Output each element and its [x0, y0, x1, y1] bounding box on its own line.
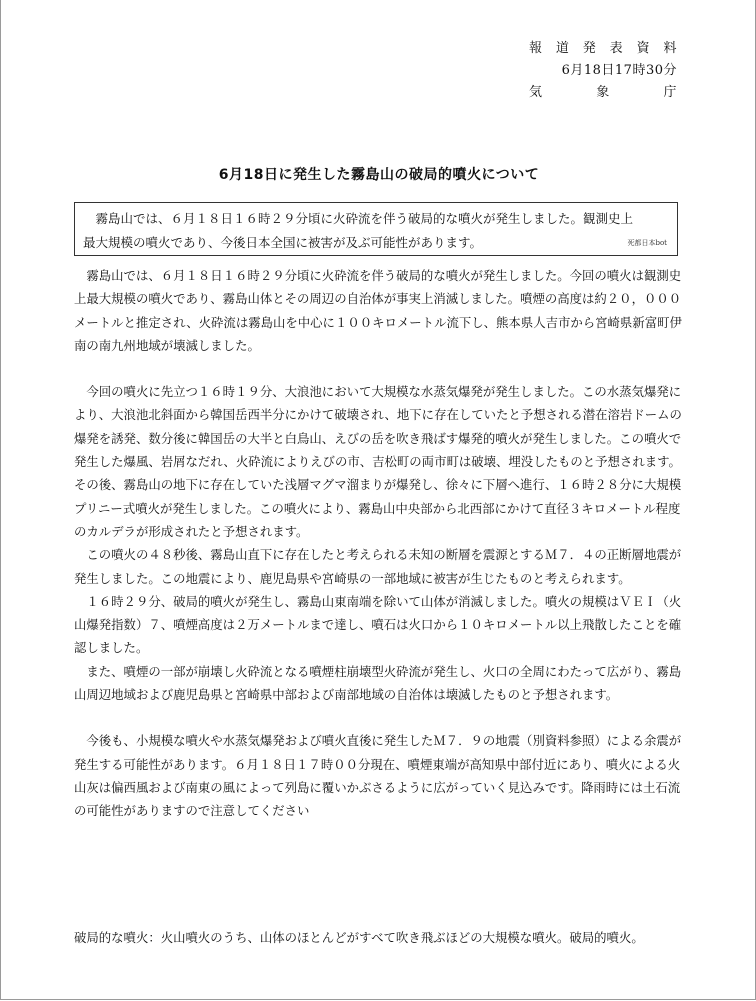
paragraph-precursor: 今回の噴火に先立つ１６時１９分、大浪池において大規模な水蒸気爆発が発生しました。この水蒸気爆発により、大浪池北斜面から韓国岳西半分にかけて破壊され、地下に存在していたと予想される潜在溶岩ドームの爆発を誘発、数分後に韓国岳の大半と白鳥山、えびの岳を吹き飛ばす爆発的噴火が発生しました。この噴火で発生した爆風、岩屑なだれ、火砕流によりえびの市、吉松町の両市町は破壊、埋没したものと予想されます。その後、霧島山の地下に存在していた浅層マグマ溜まりが爆発し、徐々に下層へ進行、１６時２８分に大規模プリニー式噴火が発生しました。この噴火により、霧島山中央部から北西部にかけて直径３キロメートル程度のカルデラが形成されたと予想されます。	[74, 384, 682, 539]
release-datetime: 6月18日17時30分	[561, 63, 677, 78]
document-title: 6月18日に発生した霧島山の破局的噴火について	[218, 167, 540, 183]
doc-type-char: 道	[555, 41, 570, 56]
agency-char: 象	[596, 85, 610, 100]
paragraph-eruption: １６時２９分、破局的噴火が発生し、霧島山東南端を除いて山体が消滅しました。噴火の規模はＶＥＩ（火山爆発指数）７、噴煙高度は２万メートルまで達し、噴石は火口から１０キロメートル以上飛散したことを確認しました。	[74, 593, 682, 656]
paragraph-outlook: 今後も、小規模な噴火や水蒸気爆発および噴火直後に発生したＭ７．９の地震（別資料参照）による余震が発生する可能性があります。６月１８日１７時００分現在、噴煙東端が高知県中部付近にあり、噴火による火山灰は偏西風および南東の風によって列島に覆いかぶさるように広がっていく見込みです。降雨時には土石流の可能性がありますので注意してください	[74, 733, 682, 819]
doc-type-char: 報	[529, 41, 543, 56]
paragraph-earthquake: この噴火の４８秒後、霧島山直下に存在したと考えられる未知の断層を震源とするＭ７．４の正断層地震が発生しました。この地震により、鹿児島県や宮崎県の一部地域に被害が生じたものと考えられます。	[74, 547, 682, 586]
footnote-definition: 破局的な噴火：火山噴火のうち、山体のほとんどがすべて吹き飛ぶほどの大規模な噴火。破局的噴火。	[74, 930, 644, 945]
doc-type-char: 資	[636, 41, 651, 56]
doc-type-char: 発	[582, 41, 597, 56]
credit-label: 死都日本bot	[627, 239, 667, 247]
summary-box	[74, 202, 678, 256]
doc-type-label	[529, 38, 677, 60]
agency-char: 庁	[663, 85, 677, 100]
doc-type-char: 料	[663, 41, 677, 56]
press-release-header	[529, 38, 677, 104]
agency-name	[529, 82, 677, 104]
paragraph-pyroclastic-flow: また、噴煙の一部が崩壊し火砕流となる噴煙柱崩壊型火砕流が発生し、火口の全周にわたって広がり、霧島山周辺地域および鹿児島県と宮崎県中部および南部地域の自治体は壊滅したものと予想されます。	[74, 663, 682, 703]
doc-type-char: 表	[609, 41, 624, 56]
document-body	[74, 264, 686, 823]
summary-line-2: 最大規模の噴火であり、今後日本全国に被害が及ぶ可能性があります。	[83, 235, 483, 250]
agency-char: 気	[529, 85, 543, 100]
paragraph-overview: 霧島山では、６月１８日１６時２９分頃に火砕流を伴う破局的な噴火が発生しました。今回の噴火は観測史上最大規模の噴火であり、霧島山体とその周辺の自治体が事実上消滅しました。噴煙の高度は約２０，０００メートルと推定され、火砕流は霧島山を中心に１００キロメートル流下し、熊本県人吉市から宮崎県新富町伊南の南九州地域が壊滅しました。	[74, 268, 682, 353]
summary-line-1: 霧島山では、６月１８日１６時２９分頃に火砕流を伴う破局的な噴火が発生しました。観測史上	[95, 211, 634, 226]
